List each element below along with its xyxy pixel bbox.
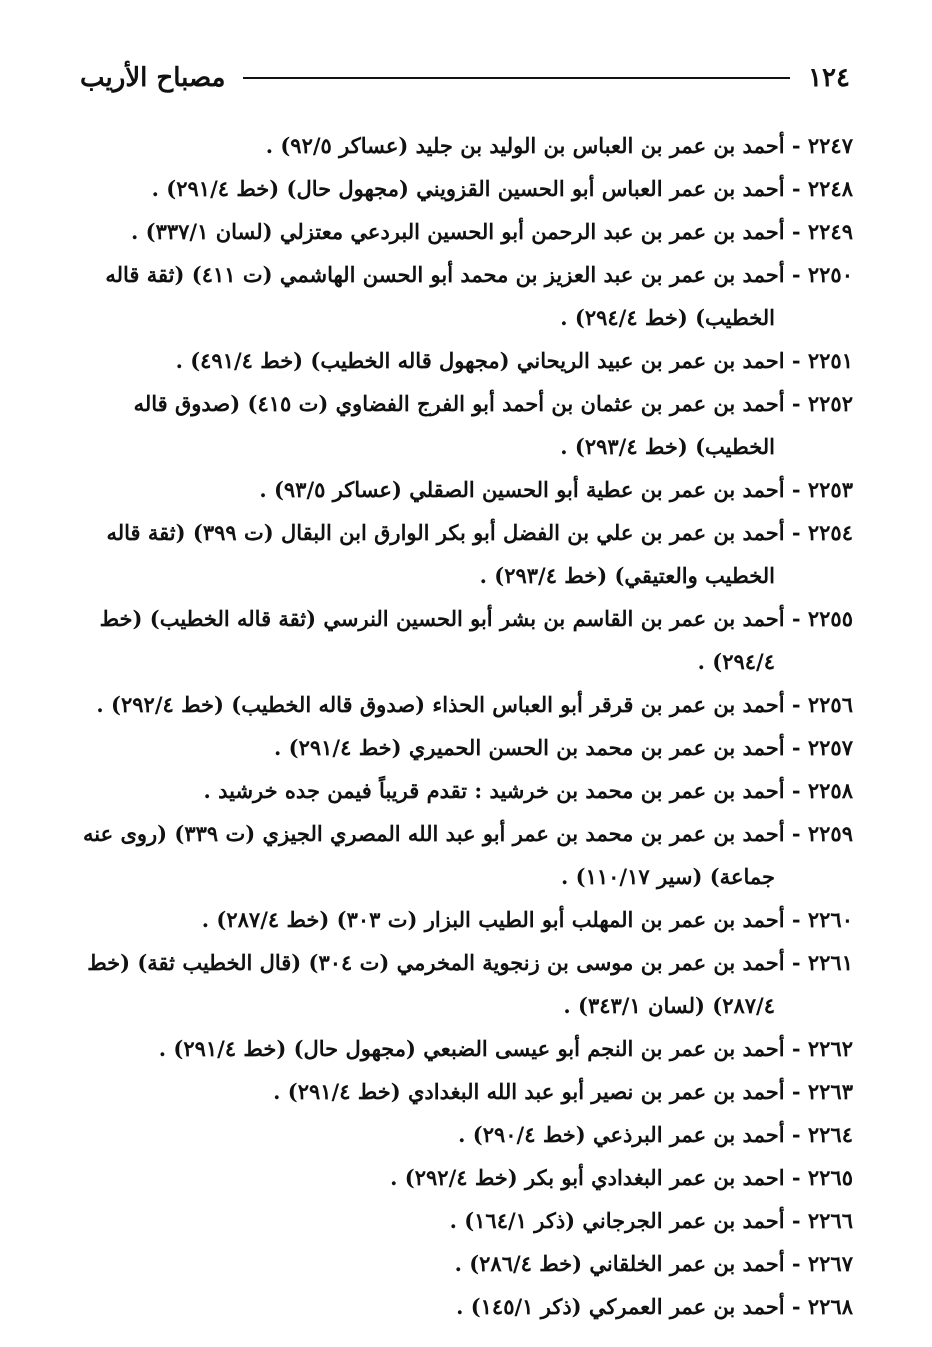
- entry-2267: ٢٢٦٧ - أحمد بن عمر الخلقاني (خط ٢٨٦/٤) .: [454, 1251, 853, 1276]
- entry-2256: ٢٢٥٦ - أحمد بن عمر بن قرقر أبو العباس الحذاء (صدوق قاله الخطيب) (خط ٢٩٢/٤) .: [96, 692, 853, 717]
- entry-2252: ٢٢٥٢ - أحمد بن عمر بن عثمان بن أحمد أبو الفرج الفضاوي (ت ٤١٥) (صدوق قاله الخطيب) (خط ٢٩٣/٤) .: [133, 391, 853, 459]
- entry-2250: ٢٢٥٠ - أحمد بن عمر بن عبد العزيز بن محمد أبو الحسن الهاشمي (ت ٤١١) (ثقة قاله الخطيب) (خط ٢٩٤/٤) .: [105, 262, 853, 330]
- entry-2260: ٢٢٦٠ - أحمد بن عمر بن المهلب أبو الطيب البزار (ت ٣٠٣) (خط ٢٨٧/٤) .: [201, 907, 853, 932]
- entry-2265: ٢٢٦٥ - احمد بن عمر البغدادي أبو بكر (خط ٢٩٢/٤) .: [390, 1165, 853, 1190]
- entry-2261: ٢٢٦١ - أحمد بن عمر بن موسى بن زنجوية المخرمي (ت ٣٠٤) (قال الخطيب ثقة) (خط ٢٨٧/٤) (لسان ٣٤٣/١) .: [87, 950, 853, 1018]
- page-number: ١٢٤: [808, 63, 850, 93]
- entry-2264: ٢٢٦٤ - أحمد بن عمر البرذعي (خط ٢٩٠/٤) .: [458, 1122, 853, 1147]
- entry-2259: ٢٢٥٩ - أحمد بن عمر بن محمد بن عمر أبو عبد الله المصري الجيزي (ت ٣٣٩) (روى عنه جماعة) (سير ١١٠/١٧) .: [83, 821, 853, 889]
- entry-2251: ٢٢٥١ - احمد بن عمر بن عبيد الريحاني (مجهول قاله الخطيب) (خط ٤٩١/٤) .: [175, 348, 853, 373]
- entry-2248: ٢٢٤٨ - أحمد بن عمر العباس أبو الحسين القزويني (مجهول حال) (خط ٢٩١/٤) .: [151, 176, 853, 201]
- entry-2258: ٢٢٥٨ - أحمد بن عمر بن محمد بن خرشيد : تقدم قريباً فيمن جده خرشيد .: [203, 778, 853, 803]
- entry-2247: ٢٢٤٧ - أحمد بن عمر بن العباس بن الوليد بن جليد (عساكر ٩٢/٥) .: [265, 133, 853, 158]
- entry-2266: ٢٢٦٦ - أحمد بن عمر الجرجاني (ذكر ١٦٤/١) .: [449, 1208, 853, 1233]
- entry-2255: ٢٢٥٥ - أحمد بن عمر بن القاسم بن بشر أبو الحسين النرسي (ثقة قاله الخطيب) (خط ٢٩٤/٤) .: [99, 606, 853, 674]
- entry-2262: ٢٢٦٢ - أحمد بن عمر بن النجم أبو عيسى الضبعي (مجهول حال) (خط ٢٩١/٤) .: [158, 1036, 853, 1061]
- header-rule: [243, 77, 790, 79]
- entry-2253: ٢٢٥٣ - أحمد بن عمر بن عطية أبو الحسين الصقلي (عساكر ٩٣/٥) .: [259, 477, 853, 502]
- entry-2254: ٢٢٥٤ - أحمد بن عمر بن علي بن الفضل أبو بكر الوارق ابن البقال (ت ٣٩٩) (ثقة قاله الخطيب والعتيقي) (خط ٢٩٣/٤) .: [106, 520, 853, 588]
- page-header: [80, 56, 850, 100]
- entry-2263: ٢٢٦٣ - أحمد بن عمر بن نصير أبو عبد الله البغدادي (خط ٢٩١/٤) .: [273, 1079, 853, 1104]
- entry-list: [78, 124, 853, 1328]
- book-title: مصباح الأريب: [80, 63, 226, 93]
- entry-2249: ٢٢٤٩ - أحمد بن عمر بن عبد الرحمن أبو الحسين البردعي معتزلي (لسان ٣٣٧/١) .: [131, 219, 853, 244]
- entry-2257: ٢٢٥٧ - أحمد بن عمر بن محمد بن الحسن الحميري (خط ٢٩١/٤) .: [274, 735, 853, 760]
- entry-2268: ٢٢٦٨ - أحمد بن عمر العمركي (ذكر ١٤٥/١) .: [456, 1294, 853, 1319]
